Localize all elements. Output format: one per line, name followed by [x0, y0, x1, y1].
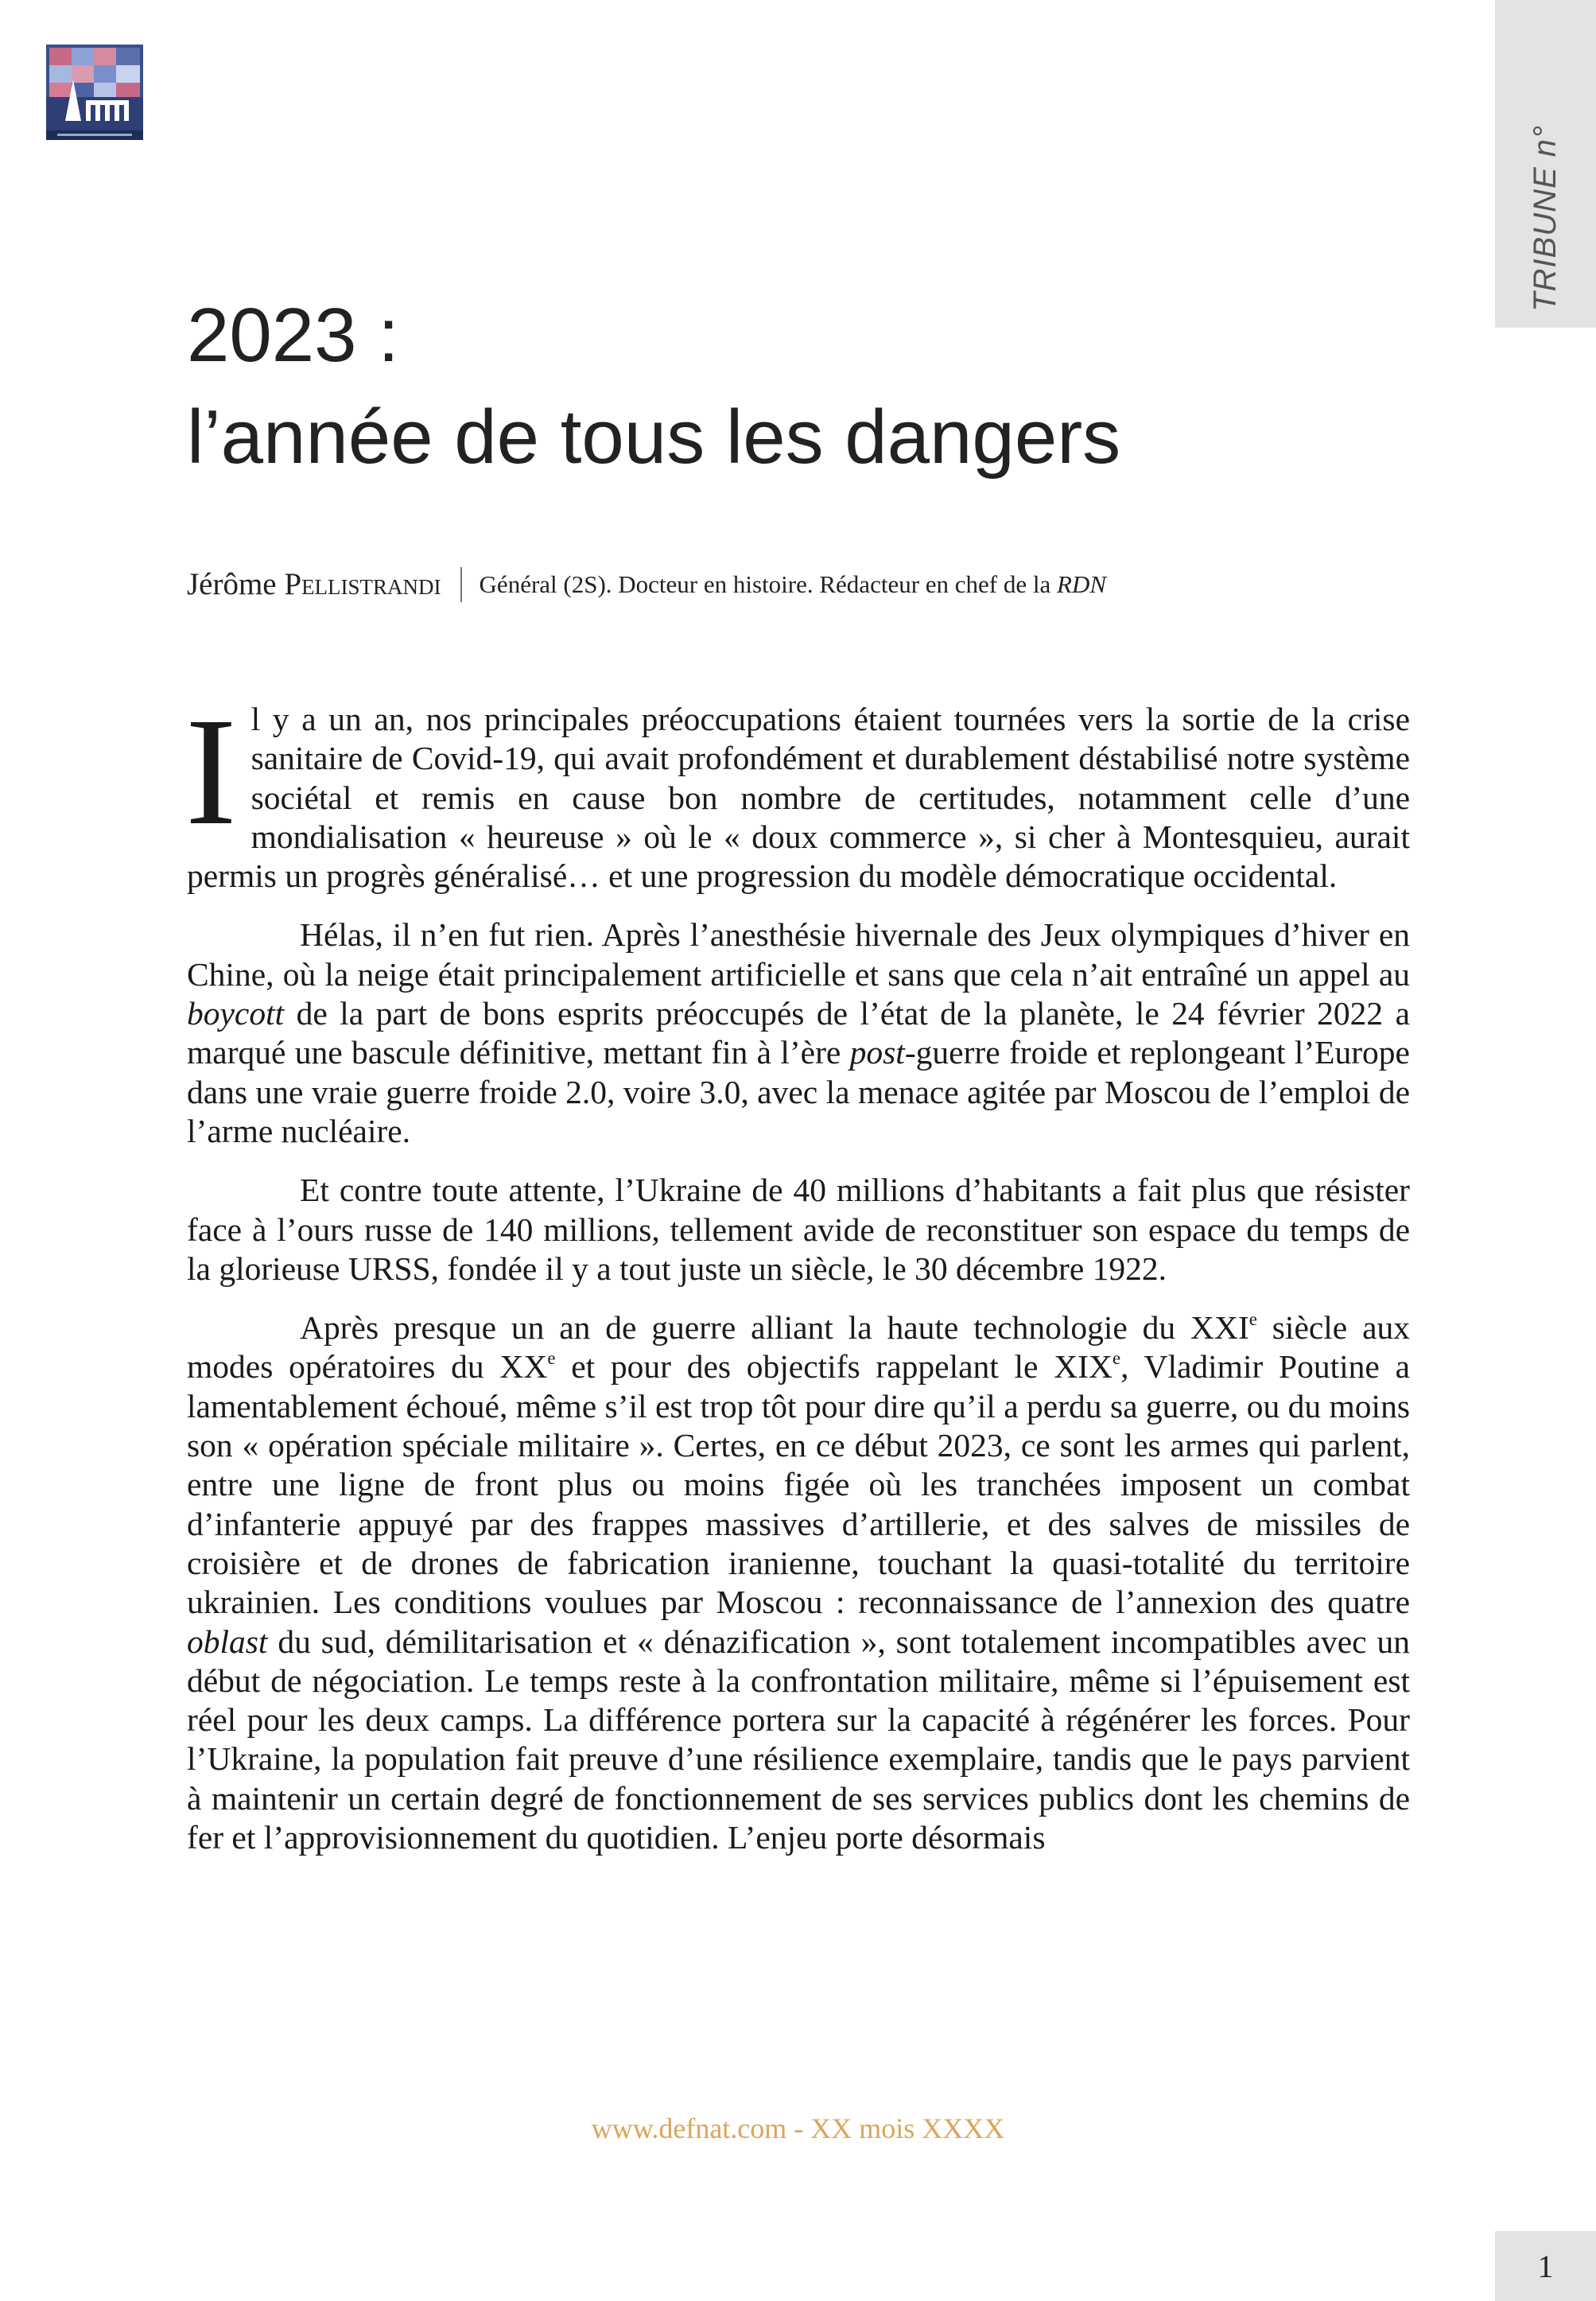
paragraph-4-text-e: du sud, démilitarisation et « dénazification », sont totalement incompatibles avec un début de négociation. Le temps reste à la confrontation militaire, même si l’épuisement est réel pour les deux camps. La différence portera sur la capacité à régénérer les forces. Pour l’Ukraine, la population fait preuve d’une résilience exemplaire, tandis que le pays parvient à maintenir un certain degré de fonctionnement de ses services publics dont les chemins de fer et l’approvisionnement du quotidien. L’enjeu porte désormais: [187, 1623, 1410, 1856]
paragraph-3-text: Et contre toute attente, l’Ukraine de 40 millions d’habitants a fait plus que résister face à l’ours russe de 140 millions, tellement avide de reconstituer son espace du temps de la glorieuse URSS, fondée il y a tout juste un siècle, le 30 décembre 1922.: [187, 1172, 1410, 1287]
author-last-name: Pellistrandi: [284, 567, 441, 601]
paragraph-4-text-c: et pour des objectifs rappelant le XIX: [555, 1348, 1113, 1386]
side-tab-label: TRIBUNE n°: [1528, 125, 1563, 312]
superscript-e: e: [547, 1348, 556, 1369]
paragraph-2-emphasis-boycott: boycott: [187, 995, 285, 1032]
page-number: 1: [1537, 2248, 1554, 2284]
paragraph-4: [187, 1308, 1410, 1857]
title-line-2: l’année de tous les dangers: [187, 395, 1121, 480]
author-first-name: Jérôme: [187, 567, 285, 601]
title-line-1: 2023 :: [187, 293, 399, 378]
superscript-e: e: [1112, 1348, 1121, 1369]
affiliation-journal: RDN: [1057, 569, 1107, 598]
paragraph-4-text-a: Après presque un an de guerre alliant la haute technologie du XXI: [300, 1309, 1249, 1347]
paragraph-2-text-c: guerre froide et replongeant l’Europe dans une vraie guerre froide 2.0, voire 3.0, avec la menace agitée par Moscou de l’emploi de l’arme nucléaire.: [187, 1034, 1410, 1149]
article-body: [185, 686, 1411, 1877]
paragraph-4-text-b: siècle aux modes opératoires du XX: [187, 1309, 1411, 1386]
author-name: [187, 566, 441, 602]
superscript-e: e: [1248, 1309, 1257, 1330]
paragraph-2-text-b: de la part de bons esprits préoccupés de l’état de la planète, le 24 février 2022 a marqué une bascule définitive, mettant fin à l’ère: [187, 995, 1410, 1071]
paragraph-1-text: l y a un an, nos principales préoccupations étaient tournées vers la sortie de la crise sanitaire de Covid-19, qui avait profondément et durablement déstabilisé notre système sociétal et remis en cause bon nombre de certitudes, notamment celle d’une mondialisation « heureuse » où le « doux commerce », si cher à Montesquieu, aurait permis un progrès généralisé… et une progression du modèle démocratique occidental.: [187, 701, 1410, 895]
drop-cap: I: [185, 686, 237, 857]
side-tab: [1495, 0, 1596, 312]
paragraph-2-text-a: Hélas, il n’en fut rien. Après l’anesthésie hivernale des Jeux olympiques d’hiver en Chine, où la neige était principalement artificielle et sans que cela n’ait entraîné un appel au: [187, 916, 1410, 993]
paragraph-3: [187, 1171, 1410, 1288]
paragraph-2: [187, 915, 1410, 1151]
affiliation-text: Général (2S). Docteur en histoire. Rédacteur en chef de la: [479, 569, 1058, 598]
paragraph-1: [185, 686, 1410, 896]
footer-url: www.defnat.com - XX mois XXXX: [591, 2112, 1005, 2144]
paragraph-2-emphasis-post: post-: [849, 1034, 916, 1071]
paragraph-4-emphasis-oblast: oblast: [187, 1623, 268, 1660]
byline-divider: [460, 567, 462, 602]
byline: [187, 566, 1427, 602]
defnat-logo-icon: [46, 45, 143, 140]
page-title: [187, 285, 1380, 488]
author-affiliation: [480, 570, 1106, 599]
paragraph-4-text-d: , Vladimir Poutine a lamentablement échoué, même s’il est trop tôt pour dire qu’il a perdu sa guerre, ou du moins son « opération spéciale militaire ». Certes, en ce début 2023, ce sont les armes qui parlent, entre une ligne de front plus ou moins figée où les tranchées imposent un combat d’infanterie appuyé par des frappes massives d’artillerie, et des salves de missiles de croisière et de drones de fabrication iranienne, touchant la quasi-totalité du territoire ukrainien. Les conditions voulues par Moscou : reconnaissance de l’annexion des quatre: [187, 1348, 1411, 1621]
